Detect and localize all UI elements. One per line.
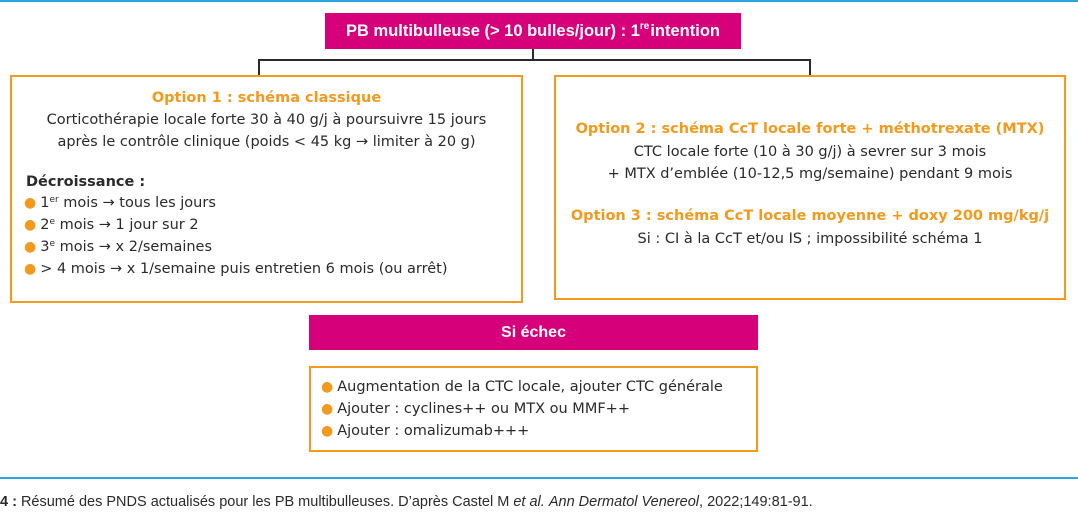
title-box — [325, 13, 741, 49]
bottom-rule-divider — [0, 477, 1078, 479]
list-item: ● Ajouter : cyclines++ ou MTX ou MMF++ — [321, 401, 630, 417]
caption-number: 4 : — [0, 494, 17, 510]
bullet-dot-icon: ● — [321, 423, 334, 439]
option3-line1: Si : CI à la CcT et/ou IS ; impossibilité schéma 1 — [637, 231, 983, 247]
failure-bar — [309, 315, 758, 350]
top-rule-divider — [0, 0, 1078, 2]
decroissance-title: Décroissance : — [26, 174, 146, 190]
bullet-dot-icon: ● — [24, 239, 37, 255]
option2-heading: Option 2 : schéma CcT locale forte + méthotrexate (MTX) — [575, 121, 1045, 137]
title-suffix: intention — [650, 21, 720, 40]
bullet-dot-icon: ● — [24, 195, 37, 211]
option2-line1: CTC locale forte (10 à 30 g/j) à sevrer sur 3 mois — [633, 144, 987, 160]
option2-3-box — [554, 75, 1066, 300]
title-sup: re — [639, 20, 650, 32]
bullet-dot-icon: ● — [321, 379, 334, 395]
option3-heading: Option 3 : schéma CcT locale moyenne + doxy 200 mg/kg/j — [570, 208, 1050, 224]
bullet-dot-icon: ● — [321, 401, 334, 417]
option1-heading: Option 1 : schéma classique — [151, 90, 382, 106]
connector-left-drop — [258, 59, 260, 75]
list-item: ● > 4 mois → x 1/semaine puis entretien 6 mois (ou arrêt) — [24, 261, 448, 277]
figure-caption: 4 : Résumé des PNDS actualisés pour les PB multibulleuses. D’après Castel M et al. Ann Dermatol Venereol, 2022;149:81-91. — [0, 494, 813, 510]
connector-right-drop — [809, 59, 811, 75]
list-item: ● Augmentation de la CTC locale, ajouter CTC générale — [321, 379, 723, 395]
option2-line2: + MTX d’emblée (10-12,5 mg/semaine) pendant 9 mois — [607, 166, 1013, 182]
bullet-dot-icon: ● — [24, 217, 37, 233]
list-item: ● 3e mois → x 2/semaines — [24, 239, 213, 255]
list-item: ● 1er mois → tous les jours — [24, 195, 216, 211]
title-main: PB multibulleuse (> 10 bulles/jour) : 1 — [346, 21, 640, 40]
connector-horizontal — [258, 59, 811, 61]
bullet-dot-icon: ● — [24, 261, 37, 277]
list-item: ● Ajouter : omalizumab+++ — [321, 423, 530, 439]
failure-label: Si échec — [501, 323, 566, 341]
option1-line1: Corticothérapie locale forte 30 à 40 g/j à poursuivre 15 jours — [46, 112, 487, 128]
list-item: ● 2e mois → 1 jour sur 2 — [24, 217, 199, 233]
option1-line2: après le contrôle clinique (poids < 45 kg → limiter à 20 g) — [57, 134, 476, 150]
